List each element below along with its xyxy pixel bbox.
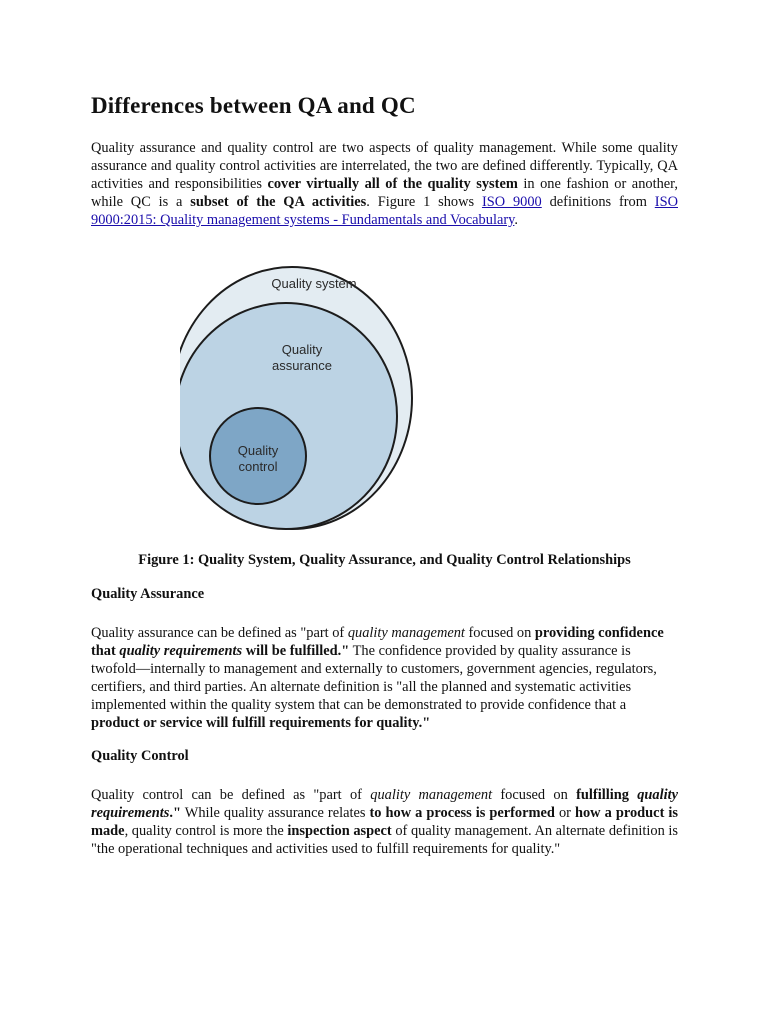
- quality-assurance-label-line2: assurance: [272, 358, 332, 373]
- quality-assurance-label-line1: Quality: [281, 342, 323, 357]
- iso-9000-link[interactable]: ISO 9000: [481, 194, 542, 210]
- quality-assurance-circle: [180, 303, 397, 529]
- quality-control-paragraph: Quality control can be defined as "part of quality management focused on fulfilling quality requirements." While quality assurance relates to how a process is performed or how a product is made, quality control is more the inspection aspect of quality management. An alternate definition is "the operational techniques and activities used to fulfill requirements for quality.": [91, 787, 678, 857]
- intro-paragraph: Quality assurance and quality control are two aspects of quality management. While some quality assurance and quality control activities are interrelated, the two are defined differently. Typically, QA activities and responsibilities cover virtually all of the quality system in one fashion or another, while QC is a subset of the QA activities. Figure 1 shows ISO 9000 definitions from ISO 9000:2015: Quality management systems - Fundamentals and Vocabulary.: [91, 140, 678, 228]
- figure-caption: Figure 1: Quality System, Quality Assurance, and Quality Control Relationships: [138, 552, 631, 568]
- quality-control-label-line2: control: [238, 459, 278, 474]
- quality-control-heading: Quality Control: [91, 748, 189, 764]
- quality-assurance-paragraph: Quality assurance can be defined as "part of quality management focused on providing confidence that quality requirements will be fulfilled." The confidence provided by quality assurance is twofold—internally to management and externally to customers, government agencies, regulators, certifiers, and third parties. An alternate definition is "all the planned and systematic activities implemented within the quality system that can be demonstrated to provide confidence that a product or service will fulfill requirements for quality.": [91, 625, 664, 731]
- iso-9000-2015-link[interactable]: ISO 9000:2015: Quality management systems - Fundamentals and Vocabulary: [91, 194, 678, 228]
- quality-system-label: Quality system: [271, 276, 357, 291]
- quality-assurance-heading: Quality Assurance: [91, 586, 205, 602]
- quality-venn-figure: [180, 262, 416, 536]
- quality-control-label-line1: Quality: [237, 443, 279, 458]
- page-title: Differences between QA and QC: [91, 93, 416, 118]
